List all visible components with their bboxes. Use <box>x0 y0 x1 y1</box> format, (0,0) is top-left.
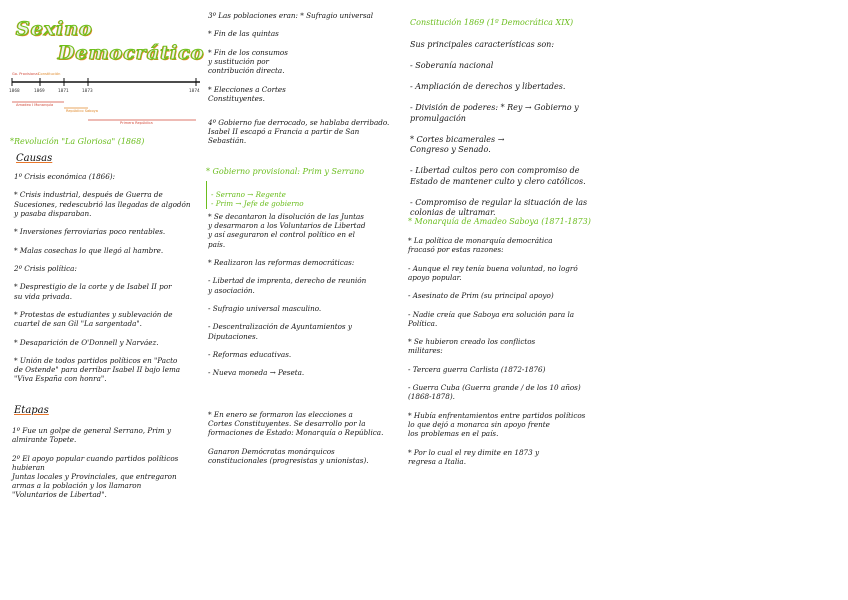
timeline-label-bottom-2: Repúblico Saboya <box>66 109 98 113</box>
gobierno-derrocado-text: 4º Gobierno fue derrocado, se hablaba derribado. Isabel II escapó a Francia a partir de San Sebastián. <box>208 118 390 146</box>
timeline-label-bottom-3: Primera República <box>120 121 153 125</box>
timeline-label-top-2: Constitución <box>38 72 61 76</box>
causes-heading: Causas <box>16 153 53 164</box>
timeline-label-top-1: Go. Provisional <box>12 72 39 76</box>
gobierno-box-text: - Serrano → Regente - Prim → Jefe de gobierno <box>211 190 304 209</box>
timeline-label-bottom-1: Amadeo I Monarquía <box>16 103 54 107</box>
gobierno-text: * Se decantaron la disolución de las Juntas y desarmaron a los Voluntarios de Libertad y así aseguraron el control político en el país. * Realizaron las reformas democráticas: - Libertad de imprenta, derecho de reunión y asociación. - Sufragio universal masculino. - Descentralización de Ayuntamientos y Diputaciones. - Reformas educativas. - Nueva moneda → Peseta. <box>208 212 367 378</box>
gobierno-provisional-title: * Gobierno provisional: Prim y Serrano <box>206 167 365 176</box>
constitucion-title: Constitución 1869 (1º Democrática XIX) <box>410 18 574 27</box>
etapas-text: 1º Fue un golpe de general Serrano, Prim y almirante Topete. 2º El apoyo popular cuando partidos políticos hubieran Juntas locales y Provinciales, que entregaron armas a la población y los llamaron "Voluntarios de Libertad". <box>12 426 179 500</box>
revolution-title: *Revolución "La Gloriosa" (1868) <box>10 137 145 146</box>
etapas-heading: Etapas <box>14 405 49 416</box>
amadeo-title: * Monarquía de Amadeo Saboya (1871-1873) <box>408 217 591 226</box>
elecciones-text: * En enero se formaron las elecciones a Cortes Constituyentes. Se desarrollo por la formaciones de Estado: Monarquía o República. Ganaron Demócratas monárquicos constitucionales (progresistas y unionistas). <box>208 410 384 466</box>
title-line-2: Democrático <box>58 42 205 64</box>
gobierno-box <box>206 181 361 209</box>
timeline-year: 1869 <box>34 88 45 93</box>
timeline-year: 1874 <box>189 88 200 93</box>
poblaciones-text: 3º Las poblaciones eran: * Sufragio universal * Fin de las quintas * Fin de los consumos y sustitución por contribución directa. * Elecciones a Cortes Constituyentes. <box>208 11 374 103</box>
timeline-year: 1873 <box>82 88 93 93</box>
title-line-1: Sexino <box>16 18 93 40</box>
amadeo-text: * La política de monarquía democrática fracasó por estas razones: - Aunque el rey tenía buena voluntad, no logró apoyo popular. - Asesinato de Prim (su principal apoyo) - Nadie creía que Saboya era solución para la Política. * Se hubieron creado los conflictos militares: - Tercera guerra Carlista (1872-1876) - Guerra Cuba (Guerra grande / de los 10 años) (1868-1878). * Hubía enfrentamientos entre partidos políticos lo que dejó a monarca sin apoyo frente los problemas en el país. * Por lo cual el rey dimite en 1873 y regresa a Italia. <box>408 236 586 466</box>
timeline-year: 1868 <box>9 88 20 93</box>
constitucion-text: Sus principales características son: - Soberanía nacional - Ampliación de derechos y libertades. - División de poderes: * Rey → Gobierno y promulgación * Cortes bicamerales → Congreso y Senado. - Libertad cultos pero con compromiso de Estado de mantener culto y clero católicos. - Compromiso de regular la situación de las colonias de ultramar. <box>410 40 588 217</box>
timeline <box>8 66 200 126</box>
timeline-year: 1871 <box>58 88 69 93</box>
causes-text: 1º Crisis económica (1866): * Crisis industrial, después de Guerra de Sucesiones, redescubrió las llegadas de algodón y pasaba disparaban. * Inversiones ferroviarias poco rentables. * Malas cosechas lo que llegó al hambre. 2º Crisis política: * Desprestigio de la corte y de Isabel II por su vida privada. * Protestas de estudiantes y sublevación de cuartel de san Gil "La sargentada". * Desaparición de O'Donnell y Narváez. * Unión de todos partidos políticos en "Pacto de Ostende" para derribar Isabel II bajo lema "Viva España con honra". <box>14 172 191 384</box>
